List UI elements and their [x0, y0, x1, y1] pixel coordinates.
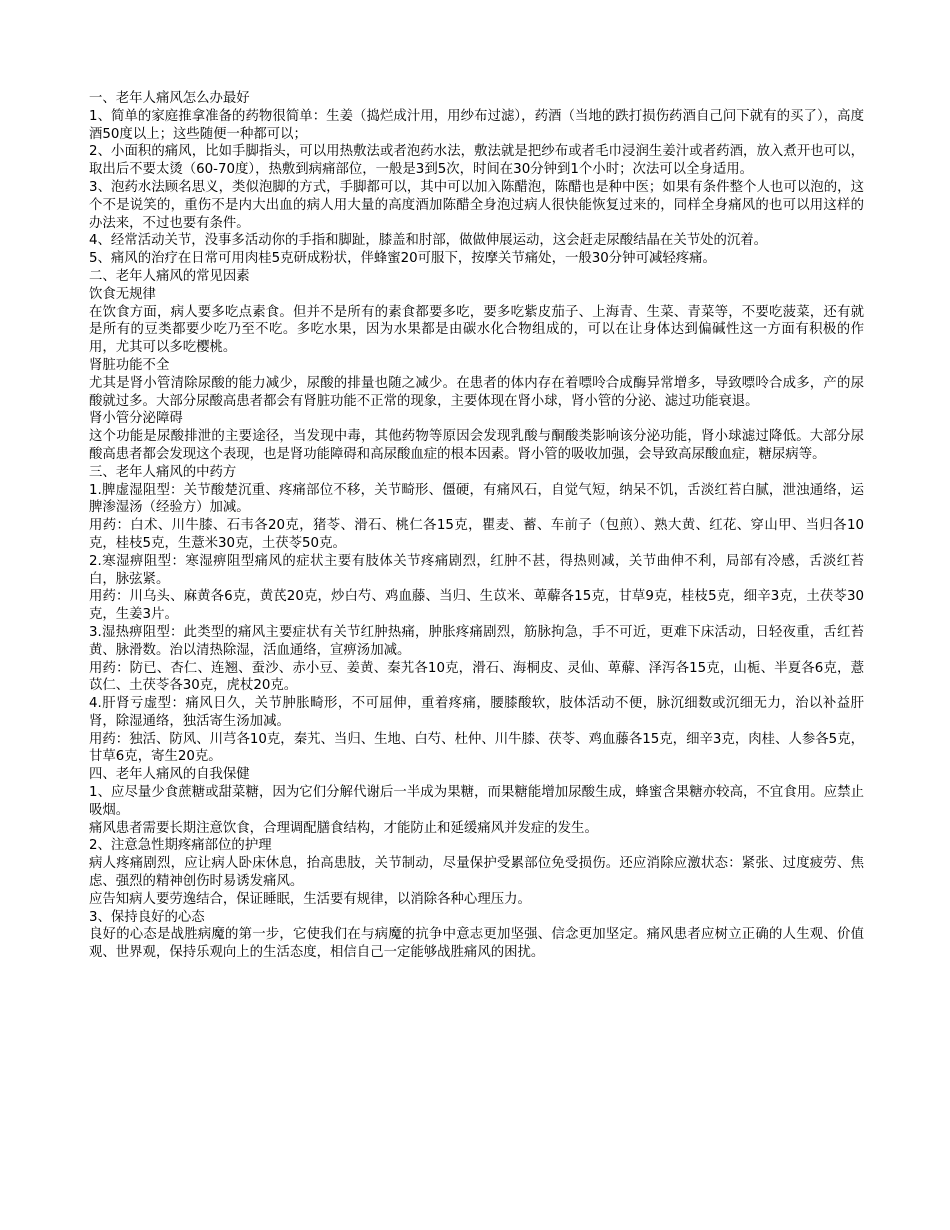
paragraph: 用药：白术、川牛膝、石韦各20克，猪苓、滑石、桃仁各15克，瞿麦、蓄、车前子（包煎）、熟大黄、红花、穿山甲、当归各10克，桂枝5克，生薏米30克，土茯苓50克。 [89, 518, 864, 551]
document-body [89, 90, 864, 962]
paragraph: 3.湿热痹阻型：此类型的痛风主要症状有关节红肿热痛，肿胀疼痛剧烈，筋脉拘急，手不可近，更难下床活动，日轻夜重，舌红苔黄、脉滑数。治以清热除湿，活血通络，宣痹汤加减。 [89, 624, 864, 658]
section-heading-2: 二、老年人痛风的常见因素 [89, 268, 250, 284]
paragraph: 用药：川乌头、麻黄各6克，黄芪20克，炒白芍、鸡血藤、当归、生苡米、萆薢各15克，甘草9克，桂枝5克，细辛3克，土茯苓30克，生姜3片。 [89, 589, 864, 623]
section-heading-3: 三、老年人痛风的中药方 [89, 464, 237, 480]
paragraph: 4.肝肾亏虚型：痛风日久，关节肿胀畸形，不可屈伸，重着疼痛，腰膝酸软，肢体活动不便，脉沉细数或沉细无力，治以补益肝肾，除湿通络，独活寄生汤加减。 [89, 696, 864, 729]
paragraph: 4、经常活动关节，没事多活动你的手指和脚趾，膝盖和肘部，做做伸展运动，这会赶走尿酸结晶在关节处的沉着。 [89, 233, 768, 249]
paragraph: 在饮食方面，病人要多吃点素食。但并不是所有的素食都要多吃，要多吃紫皮茄子、上海青、生菜、青菜等，不要吃菠菜，还有就是所有的豆类都要少吃乃至不吃。多吃水果，因为水果都是由碳水化合物组成的，可以在让身体达到偏碱性这一方面有积极的作用，尤其可以多吃樱桃。 [89, 304, 864, 356]
paragraph: 1.脾虚湿阻型：关节酸楚沉重、疼痛部位不移，关节畸形、僵硬，有痛风石，自觉气短，纳呆不饥，舌淡红苔白腻，泄浊通络，运脾渗湿汤（经验方）加减。 [89, 482, 864, 516]
paragraph: 用药：防已、杏仁、连翘、蚕沙、赤小豆、姜黄、秦艽各10克，滑石、海桐皮、灵仙、萆薢、泽泻各15克，山栀、半夏各6克，薏苡仁、土茯苓各30克，虎杖20克。 [89, 660, 864, 694]
paragraph: 良好的心态是战胜病魔的第一步，它使我们在与病魔的抗争中意志更加坚强、信念更加坚定。痛风患者应树立正确的人生观、价值观、世界观，保持乐观向上的生活态度，相信自己一定能够战胜痛风的困扰。 [89, 927, 864, 961]
subheading: 2、注意急性期疼痛部位的护理 [89, 838, 272, 854]
subheading: 饮食无规律 [89, 286, 156, 302]
paragraph: 痛风患者需要长期注意饮食，合理调配膳食结构，才能防止和延缓痛风并发症的发生。 [89, 820, 598, 836]
paragraph: 病人疼痛剧烈，应让病人卧床休息，抬高患肢，关节制动，尽量保护受累部位免受损伤。还应消除应激状态：紧张、过度疲劳、焦虑、强烈的精神创伤时易诱发痛风。 [89, 856, 864, 890]
paragraph: 用药：独活、防风、川芎各10克，秦艽、当归、生地、白芍、杜仲、川牛膝、茯苓、鸡血藤各15克，细辛3克，肉桂、人参各5克，甘草6克，寄生20克。 [89, 731, 864, 765]
paragraph: 这个功能是尿酸排泄的主要途径，当发现中毒，其他药物等原因会发现乳酸与酮酸类影响该分泌功能，肾小球滤过降低。大部分尿酸高患者都会发现这个表现，也是肾功能障碍和高尿酸血症的根本因素。肾小管的吸收加强，会导致高尿酸血症，糖尿病等。 [89, 429, 864, 462]
subheading: 肾脏功能不全 [89, 357, 170, 373]
subheading: 肾小管分泌障碍 [89, 411, 183, 427]
paragraph: 5、痛风的治疗在日常可用肉桂5克研成粉状，伴蜂蜜20可服下，按摩关节痛处，一般30分钟可减轻疼痛。 [89, 251, 716, 267]
paragraph: 1、简单的家庭推拿准备的药物很简单：生姜（捣烂成汁用，用纱布过滤），药酒（当地的跌打损伤药酒自己问下就有的买了），高度酒50度以上；这些随便一种都可以； [89, 108, 864, 142]
section-heading-4: 四、老年人痛风的自我保健 [89, 767, 250, 783]
paragraph: 应告知病人要劳逸结合，保证睡眠，生活要有规律，以消除各种心理压力。 [89, 891, 531, 907]
paragraph: 2、小面积的痛风，比如手脚指头，可以用热敷法或者泡药水法，敷法就是把纱布或者毛巾浸润生姜汁或者药酒，放入煮开也可以，取出后不要太烫（60-70度），热敷到病痛部位，一般是3到5次，时间在30分钟到1个小时；次法可以全身适用。 [89, 144, 864, 178]
section-heading-1: 一、老年人痛风怎么办最好 [89, 91, 250, 106]
paragraph: 2.寒湿痹阻型：寒湿痹阻型痛风的症状主要有肢体关节疼痛剧烈，红肿不甚，得热则减，关节曲伸不利，局部有冷感，舌淡红苔白，脉弦紧。 [89, 553, 864, 587]
paragraph: 1、应尽量少食蔗糖或甜菜糖，因为它们分解代谢后一半成为果糖，而果糖能增加尿酸生成，蜂蜜含果糖亦较高，不宜食用。应禁止吸烟。 [89, 785, 864, 818]
paragraph: 尤其是肾小管清除尿酸的能力减少，尿酸的排量也随之减少。在患者的体内存在着嘌呤合成酶异常增多，导致嘌呤合成多，产的尿酸就过多。大部分尿酸高患者都会有肾脏功能不正常的现象，主要体现在肾小球，肾小管的分泌、滤过功能衰退。 [89, 375, 864, 409]
paragraph: 3、泡药水法顾名思义，类似泡脚的方式，手脚都可以，其中可以加入陈醋泡，陈醋也是种中医；如果有条件整个人也可以泡的，这个不是说笑的，重伤不是内大出血的病人用大量的高度酒加陈醋全身泡过病人很快能恢复过来的，同样全身痛风的也可以用这样的办法来，不过也要有条件。 [89, 179, 864, 231]
subheading: 3、保持良好的心态 [89, 909, 205, 925]
